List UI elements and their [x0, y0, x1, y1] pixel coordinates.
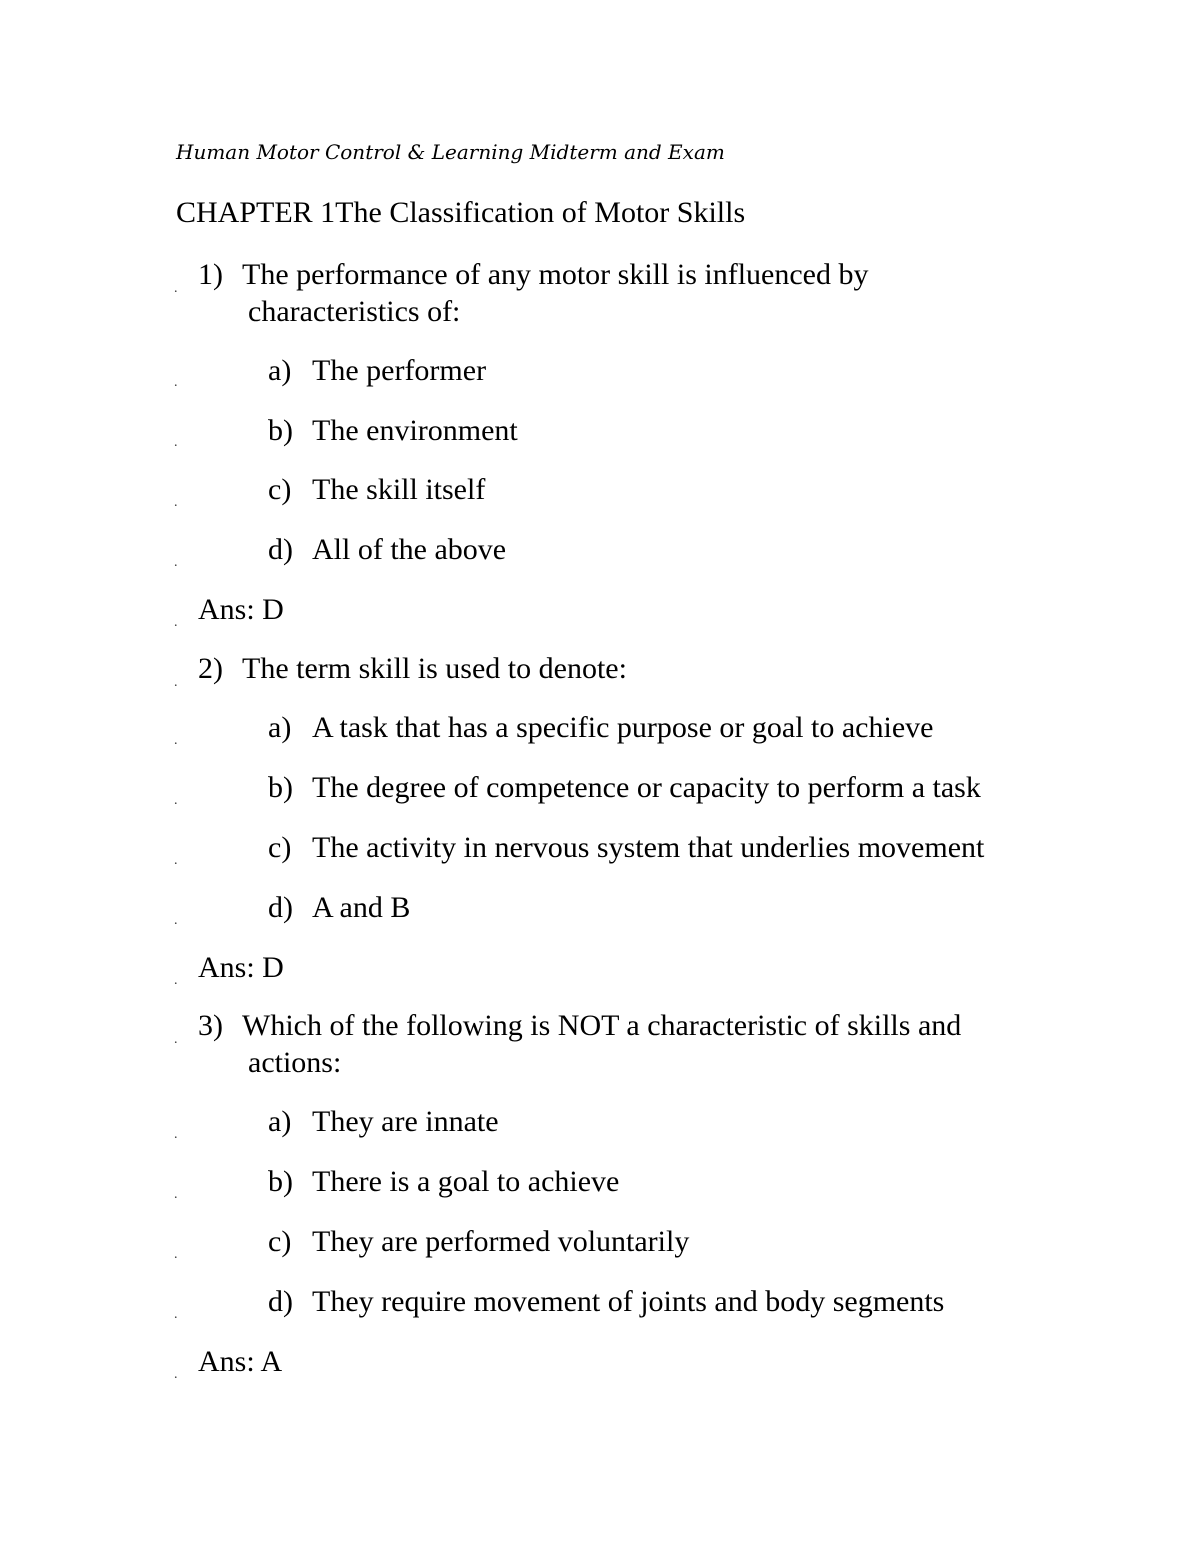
question-number: 1) [198, 258, 223, 291]
paragraph-mark: . [174, 1127, 178, 1142]
paragraph-mark: . [174, 973, 178, 988]
paragraph-mark: . [174, 1032, 178, 1047]
option-letter: c) [268, 1225, 292, 1258]
paragraph-mark: . [174, 733, 178, 748]
answer-text: Ans: D [198, 951, 284, 984]
paragraph-mark: . [174, 1367, 178, 1382]
paragraph-mark: . [174, 1247, 178, 1262]
option-letter: c) [268, 831, 292, 864]
option-text: They are innate [312, 1105, 499, 1138]
option-letter: c) [268, 473, 292, 506]
question-text-continued: characteristics of: [248, 295, 461, 328]
paragraph-mark: . [174, 675, 178, 690]
chapter-title: CHAPTER 1The Classification of Motor Skills [176, 196, 746, 229]
option-letter: b) [268, 1165, 293, 1198]
question-text: Which of the following is NOT a characteristic of skills and [242, 1009, 962, 1042]
option-text: They require movement of joints and body segments [312, 1285, 945, 1318]
paragraph-mark: . [174, 1187, 178, 1202]
option-text: A task that has a specific purpose or goal to achieve [312, 711, 934, 744]
option-letter: a) [268, 1105, 292, 1138]
option-text: The skill itself [312, 473, 486, 506]
paragraph-mark: . [174, 853, 178, 868]
paragraph-mark: . [174, 1307, 178, 1322]
option-text: A and B [312, 891, 411, 924]
question-text-continued: actions: [248, 1046, 342, 1079]
paragraph-mark: . [174, 913, 178, 928]
answer-text: Ans: D [198, 593, 284, 626]
question-number: 3) [198, 1009, 223, 1042]
question-number: 2) [198, 652, 223, 685]
paragraph-mark: . [174, 793, 178, 808]
option-text: They are performed voluntarily [312, 1225, 690, 1258]
option-text: The environment [312, 414, 518, 447]
option-letter: a) [268, 354, 292, 387]
paragraph-mark: . [174, 281, 178, 296]
option-letter: d) [268, 533, 293, 566]
document-header: Human Motor Control & Learning Midterm and Exam [176, 140, 725, 164]
paragraph-mark: . [174, 375, 178, 390]
option-letter: a) [268, 711, 292, 744]
answer-text: Ans: A [198, 1345, 283, 1378]
option-letter: d) [268, 891, 293, 924]
option-text: The activity in nervous system that underlies movement [312, 831, 985, 864]
option-letter: d) [268, 1285, 293, 1318]
question-text: The performance of any motor skill is influenced by [242, 258, 869, 291]
option-letter: b) [268, 414, 293, 447]
paragraph-mark: . [174, 555, 178, 570]
option-letter: b) [268, 771, 293, 804]
option-text: There is a goal to achieve [312, 1165, 620, 1198]
option-text: The degree of competence or capacity to perform a task [312, 771, 981, 804]
paragraph-mark: . [174, 615, 178, 630]
paragraph-mark: . [174, 495, 178, 510]
question-text: The term skill is used to denote: [242, 652, 627, 685]
paragraph-mark: . [174, 435, 178, 450]
option-text: All of the above [312, 533, 507, 566]
option-text: The performer [312, 354, 487, 387]
